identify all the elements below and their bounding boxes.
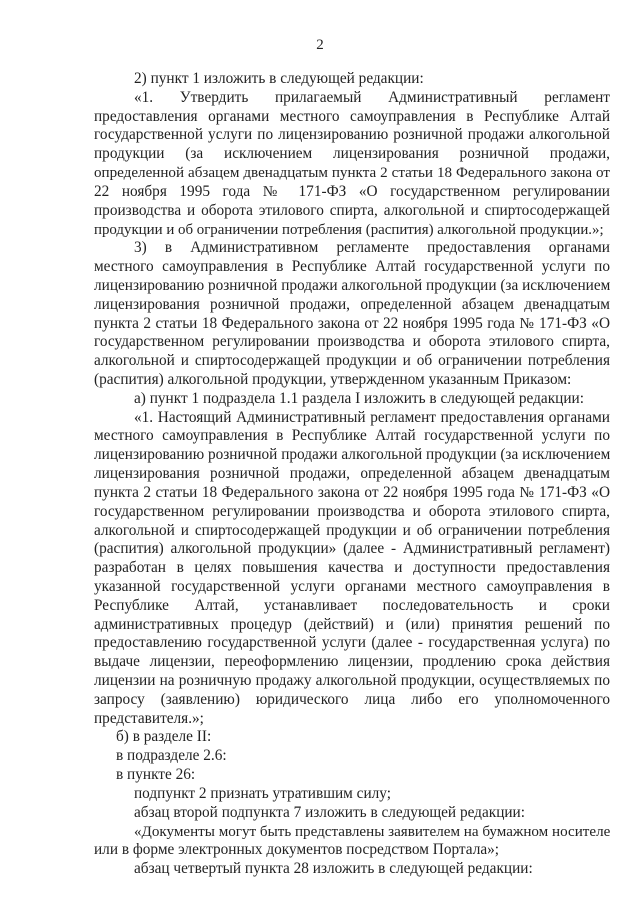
text-line: местного самоуправления в Республике Алтай государственной услуги по (94, 258, 610, 276)
text-line: государственной услуги по лицензированию розничной продажи алкогольной (94, 126, 610, 144)
text-line: в подразделе 2.6: (116, 747, 227, 765)
text-line: 22 ноября 1995 года № 171-ФЗ «О государственном регулировании (94, 182, 610, 200)
text-line: (распития) алкогольной продукции, утвержденном указанным Приказом: (94, 371, 572, 388)
text-line: указанной государственной услуги органами местного самоуправления в (94, 577, 610, 595)
text-line: выдаче лицензии, переоформлению лицензии, продлению срока действия (94, 653, 610, 671)
text-line: или в форме электронных документов посредством Портала»; (94, 841, 500, 859)
page-number: 2 (316, 37, 324, 53)
text-line: алкогольной и спиртосодержащей продукции и об ограничении потребления (94, 352, 610, 370)
text-line: пункта 2 статьи 18 Федерального закона от 22 ноября 1995 года № 171-ФЗ «О (94, 314, 610, 332)
text-line: продукции (за исключением лицензирования розничной продажи, (94, 145, 610, 163)
text-line: представителя.»; (94, 709, 204, 727)
text-line: запросу (заявлению) юридического лица либо его уполномоченного (94, 690, 610, 708)
text-line: «1. Настоящий Административный регламент предоставления органами (134, 408, 610, 426)
text-line: лицензированию розничной продажи алкогольной продукции (за исключением (94, 276, 611, 294)
text-line: Республике Алтай, устанавливает последовательность и сроки (94, 596, 610, 614)
text-line: (распития) алкогольной продукции» (далее - Административный регламент) (94, 540, 610, 558)
text-line: лицензирования розничной продажи, определенной абзацем двенадцатым (94, 465, 610, 483)
text-line: абзац четвертый пункта 28 изложить в следующей редакции: (134, 860, 533, 878)
text-line: алкогольной и спиртосодержащей продукции и об ограничении потребления (94, 521, 610, 539)
text-line: лицензии на розничную продажу алкогольной продукции, осуществляемых по (94, 672, 610, 689)
text-line: абзац второй подпункта 7 изложить в следующей редакции: (134, 803, 525, 821)
text-line: разработан в целях повышения качества и доступности предоставления (94, 559, 610, 577)
text-line: а) пункт 1 подраздела 1.1 раздела I изложить в следующей редакции: (134, 389, 584, 407)
text-line: «1. Утвердить прилагаемый Административный регламент (134, 88, 610, 106)
text-line: 2) пункт 1 изложить в следующей редакции: (134, 70, 424, 87)
text-line: предоставления органами местного самоуправления в Республике Алтай (94, 107, 610, 125)
text-line: государственном регулировании производства и оборота этилового спирта, (94, 333, 610, 351)
text-line: подпункт 2 признать утратившим силу; (134, 784, 391, 802)
text-line: продукции и об ограничении потребления (распития) алкогольной продукции.»; (94, 221, 604, 238)
text-line: производства и оборота этилового спирта, алкогольной и спиртосодержащей (94, 201, 610, 219)
text-line: административных процедур (действий) и (или) принятия решений по (94, 615, 610, 633)
text-line: в пункте 26: (116, 766, 196, 784)
text-line: 3) в Административном регламенте предоставления органами (134, 239, 610, 257)
document-body (94, 70, 610, 879)
text-line: б) в разделе II: (116, 728, 212, 746)
text-line: предоставлению государственной услуги (далее - государственная услуга) по (94, 634, 610, 652)
text-line: лицензированию розничной продажи алкогольной продукции (за исключением (94, 446, 611, 464)
text-line: пункта 2 статьи 18 Федерального закона от 22 ноября 1995 года № 171-ФЗ «О (94, 483, 610, 501)
text-line: определенной абзацем двенадцатым пункта 2 статьи 18 Федерального закона от (94, 165, 610, 182)
text-line: лицензирования розничной продажи, определенной абзацем двенадцатым (94, 295, 610, 313)
text-line: «Документы могут быть представлены заявителем на бумажном носителе (134, 823, 611, 840)
text-line: государственном регулировании производства и оборота этилового спирта, (94, 502, 610, 520)
text-line: местного самоуправления в Республике Алтай государственной услуги по (94, 427, 610, 445)
